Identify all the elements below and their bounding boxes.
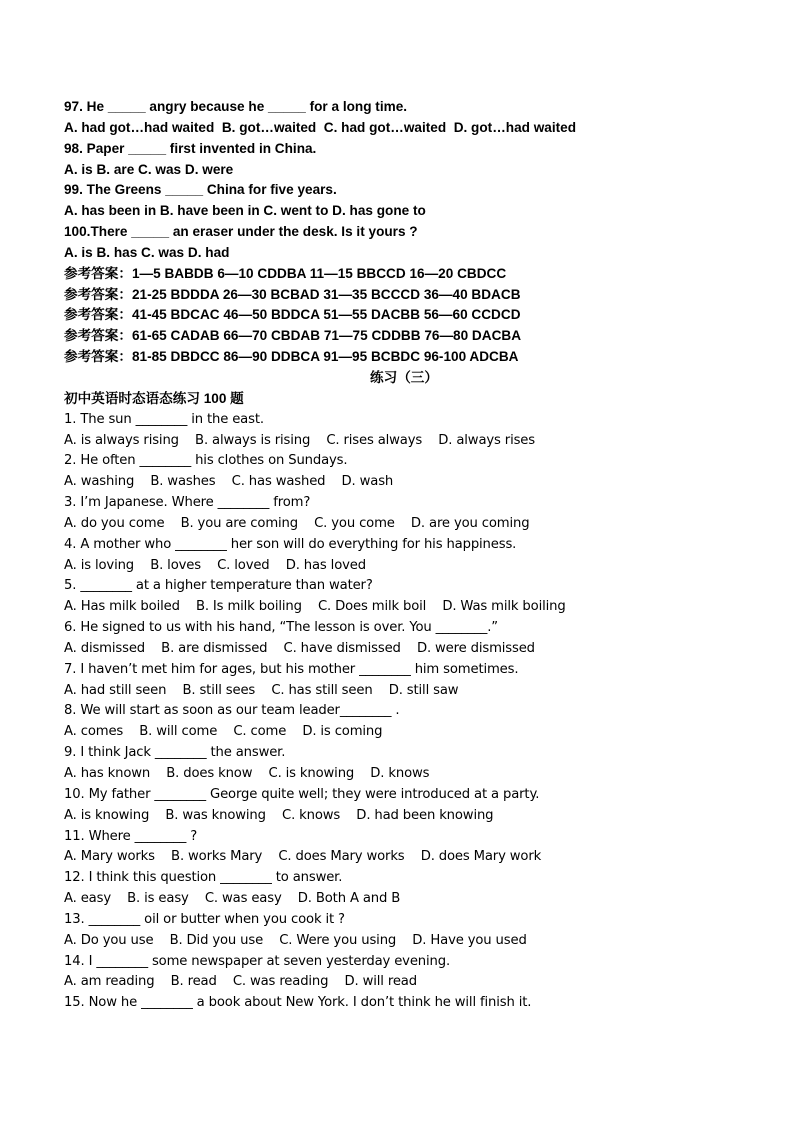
question-10: 10. My father ________ George quite well; they were introduced at a party.	[64, 786, 540, 802]
question-6: 6. He signed to us with his hand, “The lesson is over. You ________.”	[64, 620, 498, 636]
options-11: A. Mary works B. works Mary C. does Mary works D. does Mary work	[64, 849, 542, 865]
question-14: 14. I ________ some newspaper at seven yesterday evening.	[64, 953, 450, 969]
options-1: A. is always rising B. always is rising C. rises always D. always rises	[64, 432, 535, 448]
section-title: 练习（三）	[370, 369, 438, 385]
options-3: A. do you come B. you are coming C. you come D. are you coming	[64, 515, 530, 531]
answer-key-61-80: 参考答案：61-65 CADAB 66—70 CBDAB 71—75 CDDBB 76—80 DACBA	[64, 328, 522, 344]
question-3: 3. I’m Japanese. Where ________ from?	[64, 495, 311, 511]
answer-key-81-100: 参考答案：81-85 DBDCC 86—90 DDBCA 91—95 BCBDC 96-100 ADCBA	[64, 349, 519, 365]
question-15: 15. Now he ________ a book about New York. I don’t think he will finish it.	[64, 995, 532, 1011]
options-9: A. has known B. does know C. is knowing D. knows	[64, 766, 430, 781]
options-12: A. easy B. is easy C. was easy D. Both A and B	[64, 891, 401, 907]
question-4: 4. A mother who ________ her son will do everything for his happiness.	[64, 536, 517, 552]
options-6: A. dismissed B. are dismissed C. have dismissed D. were dismissed	[64, 640, 535, 656]
options-97: A. had got…had waited B. got…waited C. had got…waited D. got…had waited	[64, 119, 577, 135]
question-13: 13. ________ oil or butter when you cook it ?	[64, 911, 345, 927]
answer-key-21-40: 参考答案：21-25 BDDDA 26—30 BCBAD 31—35 BCCCD 36—40 BDACB	[64, 286, 521, 302]
question-5: 5. ________ at a higher temperature than water?	[64, 578, 373, 594]
question-97: 97. He _____ angry because he _____ for a long time.	[64, 99, 408, 114]
exercise-subtitle: 初中英语时态语态练习 100 题	[64, 390, 244, 406]
question-1: 1. The sun ________ in the east.	[64, 411, 264, 427]
options-4: A. is loving B. loves C. loved D. has loved	[64, 557, 366, 573]
options-98: A. is B. are C. was D. were	[64, 161, 234, 177]
document-body	[64, 97, 744, 1014]
options-13: A. Do you use B. Did you use C. Were you using D. Have you used	[64, 932, 527, 948]
question-12: 12. I think this question ________ to answer.	[64, 870, 343, 886]
options-2: A. washing B. washes C. has washed D. wash	[64, 474, 394, 490]
question-2: 2. He often ________ his clothes on Sundays.	[64, 453, 348, 469]
options-99: A. has been in B. have been in C. went to D. has gone to	[64, 203, 426, 219]
answer-key-41-60: 参考答案：41-45 BDCAC 46—50 BDDCA 51—55 DACBB 56—60 CCDCD	[64, 307, 521, 323]
options-100: A. is B. has C. was D. had	[64, 244, 230, 260]
question-98: 98. Paper _____ first invented in China.	[64, 140, 317, 156]
question-7: 7. I haven’t met him for ages, but his mother ________ him sometimes.	[64, 661, 519, 677]
question-100: 100.There _____ an eraser under the desk. Is it yours ?	[64, 224, 418, 240]
question-9: 9. I think Jack ________ the answer.	[64, 745, 286, 761]
options-7: A. had still seen B. still sees C. has still seen D. still saw	[64, 682, 459, 698]
options-8: A. comes B. will come C. come D. is coming	[64, 724, 383, 740]
question-8: 8. We will start as soon as our team leader________ .	[64, 703, 400, 719]
options-5: A. Has milk boiled B. Is milk boiling C. Does milk boil D. Was milk boiling	[64, 599, 566, 615]
question-99: 99. The Greens _____ China for five years.	[64, 182, 337, 198]
question-11: 11. Where ________ ?	[64, 828, 198, 844]
options-14: A. am reading B. read C. was reading D. will read	[64, 974, 417, 990]
answer-key-1-20: 参考答案：1—5 BABDB 6—10 CDDBA 11—15 BBCCD 16—20 CBDCC	[64, 265, 507, 281]
options-10: A. is knowing B. was knowing C. knows D. had been knowing	[64, 807, 494, 823]
